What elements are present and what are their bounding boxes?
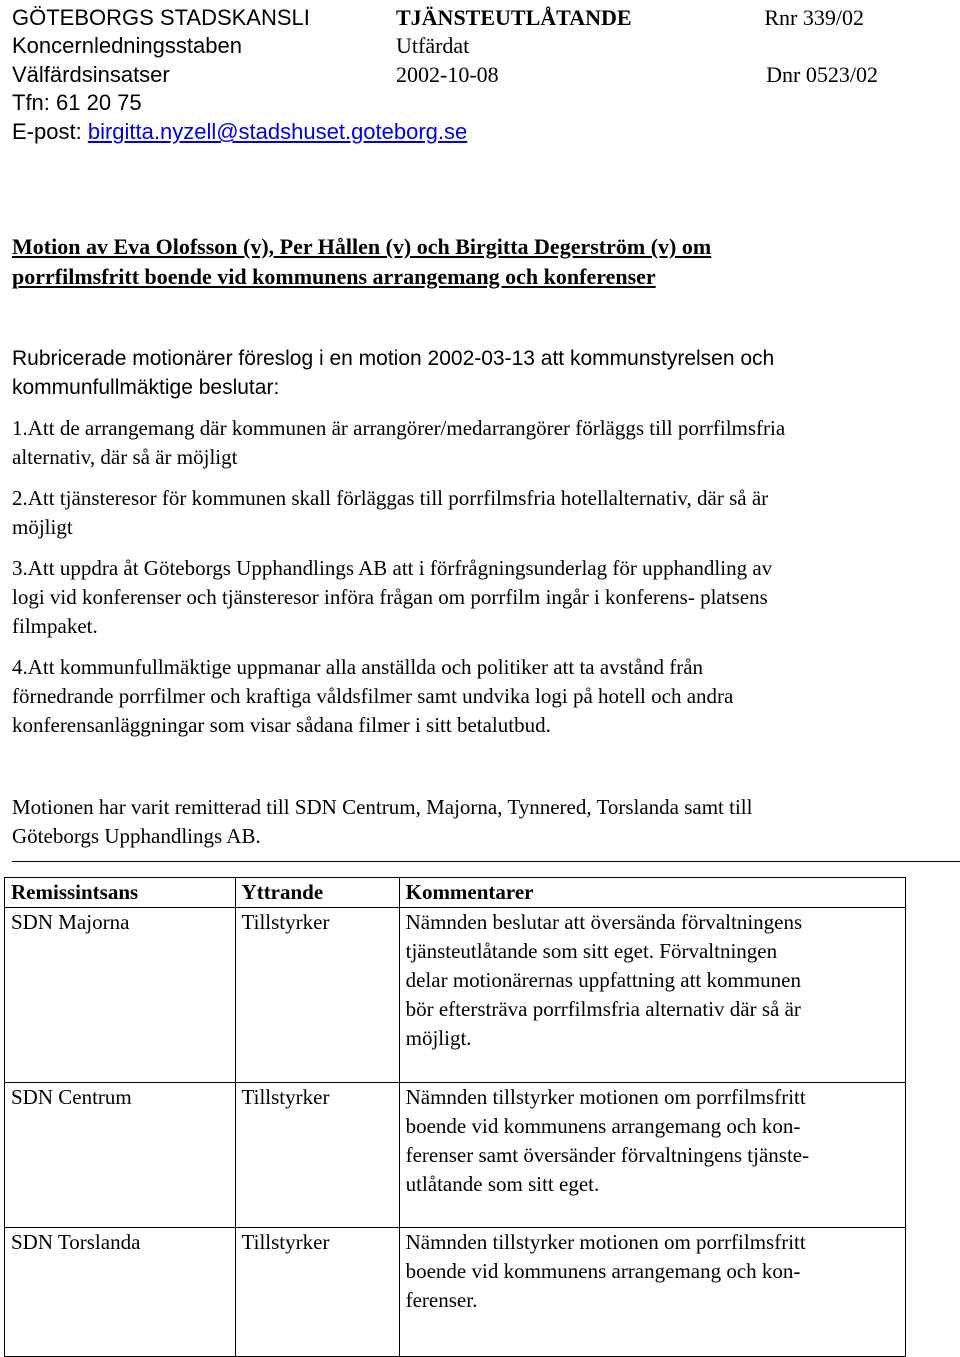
motion-title: [12, 232, 942, 292]
phone: Tfn: 61 20 75: [12, 90, 142, 115]
comment-line: ferenser.: [405, 1288, 478, 1312]
point-2-line-1: 2.Att tjänsteresor för kommunen skall förläggas till porrfilmsfria hotellalternativ, där så är: [12, 486, 769, 510]
cell-kommentar: [399, 908, 905, 1083]
title-line-1: Motion av Eva Olofsson (v), Per Hållen (v) och Birgitta Degerström (v) om: [12, 234, 712, 259]
point-3-line-3: filmpaket.: [12, 614, 98, 638]
rnr: Rnr 339/02: [764, 5, 864, 30]
comment-line: Nämnden beslutar att översända förvaltningens: [405, 910, 803, 934]
remiss-paragraph: [12, 793, 947, 851]
unit: Välfärdsinsatser: [12, 62, 170, 87]
cell-kommentar: [399, 1228, 905, 1357]
comment-line: utlåtande som sitt eget.: [405, 1172, 600, 1196]
table-row: [5, 908, 906, 1083]
comment-line: delar motionärernas uppfattning att kommunen: [405, 968, 801, 992]
header-yttrande: Yttrande: [235, 878, 399, 908]
remiss-line-1: Motionen har varit remitterad till SDN Centrum, Majorna, Tynnered, Torslanda samt till: [12, 795, 753, 819]
section-divider: [12, 861, 960, 862]
intro-paragraph: [12, 344, 947, 402]
point-3: [12, 554, 947, 641]
point-4-line-1: 4.Att kommunfullmäktige uppmanar alla anställda och politiker att ta avstånd från: [12, 655, 704, 679]
header-instans: Remissintsans: [5, 878, 236, 908]
table-row: [5, 1083, 906, 1228]
comment-line: boende vid kommunens arrangemang och kon-: [405, 1114, 801, 1138]
point-2-line-2: möjligt: [12, 515, 73, 539]
point-1: [12, 414, 947, 472]
comment-line: tjänsteutlåtande som sitt eget. Förvaltningen: [405, 939, 778, 963]
email-row: [12, 118, 467, 146]
intro-line-1: Rubricerade motionärer föreslog i en motion 2002-03-13 att kommunstyrelsen och: [12, 347, 775, 370]
motion-points: [12, 414, 947, 752]
point-4-line-3: konferensanläggningar som visar sådana filmer i sitt betalutbud.: [12, 713, 551, 737]
remiss-table: [4, 877, 906, 1357]
comment-line: Nämnden tillstyrker motionen om porrfilmsfritt: [405, 1230, 806, 1254]
comment-line: Nämnden tillstyrker motionen om porrfilmsfritt: [405, 1085, 806, 1109]
point-1-line-1: 1.Att de arrangemang där kommunen är arrangörer/medarrangörer förläggs till porrfilmsfria: [12, 416, 786, 440]
header-kommentar: Kommentarer: [399, 878, 905, 908]
department: Koncernledningsstaben: [12, 33, 242, 58]
comment-line: ferenser samt översänder förvaltningens tjänste-: [405, 1143, 810, 1167]
point-1-line-2: alternativ, där så är möjligt: [12, 445, 238, 469]
point-2: [12, 484, 947, 542]
cell-kommentar: [399, 1083, 905, 1228]
title-line-2: porrfilmsfritt boende vid kommunens arrangemang och konferenser: [12, 264, 656, 289]
issued-label: Utfärdat: [396, 33, 470, 58]
cell-yttrande: Tillstyrker: [235, 908, 399, 1083]
table-row: [5, 1228, 906, 1357]
issued-date: 2002-10-08: [396, 62, 499, 87]
table-header-row: [5, 878, 906, 908]
intro-line-2: kommunfullmäktige beslutar:: [12, 376, 280, 399]
org-name: GÖTEBORGS STADSKANSLI: [12, 5, 310, 30]
email-link[interactable]: birgitta.nyzell@stadshuset.goteborg.se: [87, 119, 468, 144]
cell-instans: SDN Majorna: [5, 908, 236, 1083]
email-label: E-post:: [12, 119, 82, 144]
cell-yttrande: Tillstyrker: [235, 1228, 399, 1357]
remiss-line-2: Göteborgs Upphandlings AB.: [12, 824, 261, 848]
point-4: [12, 653, 947, 740]
cell-instans: SDN Centrum: [5, 1083, 236, 1228]
point-4-line-2: förnedrande porrfilmer och kraftiga våldsfilmer samt undvika logi på hotell och andra: [12, 684, 734, 708]
point-3-line-2: logi vid konferenser och tjänsteresor införa frågan om porrfilm ingår i konferens- platsens: [12, 585, 768, 609]
dnr: Dnr 0523/02: [766, 62, 878, 87]
comment-line: möjligt.: [405, 1026, 472, 1050]
cell-yttrande: Tillstyrker: [235, 1083, 399, 1228]
comment-line: boende vid kommunens arrangemang och kon-: [405, 1259, 801, 1283]
doc-type: TJÄNSTEUTLÅTANDE: [396, 5, 632, 30]
comment-line: bör eftersträva porrfilmsfria alternativ där så är: [405, 997, 801, 1021]
cell-instans: SDN Torslanda: [5, 1228, 236, 1357]
point-3-line-1: 3.Att uppdra åt Göteborgs Upphandlings AB att i förfrågningsunderlag för upphandling av: [12, 556, 773, 580]
